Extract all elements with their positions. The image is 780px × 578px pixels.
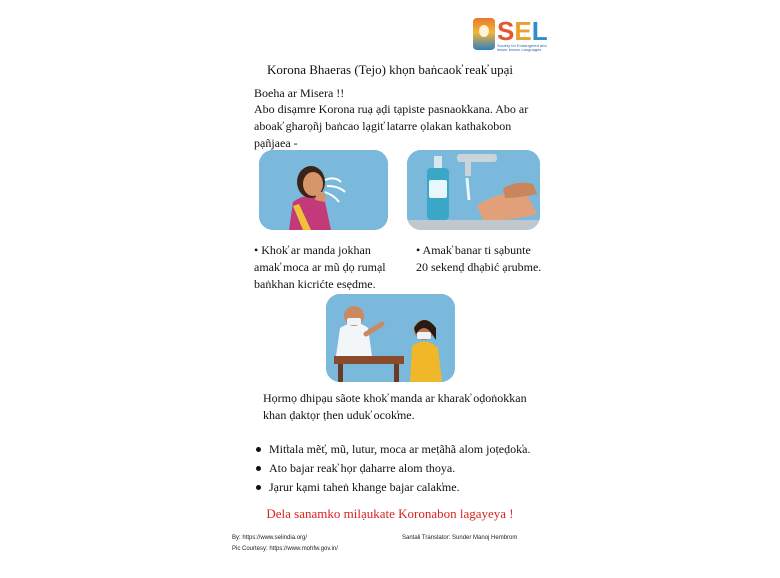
tip-wash-hands: • Amak̕ banar ti sạbunte 20 sekenḍ dhạbić ạrubme. [416, 243, 542, 274]
tip-cover-cough: • Khok̕ ar manda jokhan amak̕ moca ar mũ ḍọ rumạl baṅkhan kicrićte esẹdme. [254, 243, 386, 291]
list-item [254, 478, 554, 497]
list-item-text: Ato bajar reak̕ họr ḍaharre alom thoya. [269, 461, 456, 475]
coughing-woman-icon [259, 150, 388, 230]
sel-logo [473, 16, 548, 54]
footer-translator: Santali Translator: Sunder Manoj Hembrom [402, 535, 518, 541]
bullet-icon [256, 447, 261, 452]
bullet-icon [256, 466, 261, 471]
footer-pic-courtesy[interactable]: Pic Courtesy: https://www.mohfw.gov.in/ [232, 546, 338, 552]
list-item [254, 440, 554, 459]
page-title: Korona Bhaeras (Tejo) khọn baṅcaok̕ reak̕ upại [267, 62, 513, 77]
greeting: Boeha ar Misera !! [254, 86, 345, 100]
intro-paragraph: Abo disạmre Korona ruạ ạḍi tạpiste pasnaok̕kana. Abo ar aboak̕ gharọñj baṅcao lạgit̕ latarre ọlakan kathakobon pạñjaea - [254, 102, 529, 150]
logo-letter-l: L [531, 16, 548, 46]
illustration-doctor-visit [326, 294, 455, 382]
logo-subtitle: Society for Endangered and lesser known Languages [497, 43, 547, 52]
precautions-list [254, 440, 554, 497]
list-item [254, 459, 554, 478]
slogan: Dela sanamko milạukate Koronabon lagayeya ! [266, 506, 514, 521]
list-item-text: Jạrur kạmi taheṅ khange bajar calak̕me. [269, 480, 460, 494]
illustration-coughing-woman [259, 150, 388, 230]
tip-see-doctor: Họrmọ dhipạu sãote khok̕ manda ar kharak̕ oḍoṅok̕kan khan ḍaktọr ṭhen uduk̕ ocok̕me. [263, 391, 527, 422]
logo-letter-e: E [514, 16, 532, 46]
hand-washing-icon [407, 150, 540, 230]
footer-source-link[interactable]: By: https://www.selindia.org/ [232, 535, 308, 541]
list-item-text: Mit̕tala mẽt̕, mũ, lutur, moca ar meṭãhã alom joṭeḍok̕a. [269, 442, 531, 456]
sel-emblem-icon [473, 18, 495, 50]
illustration-hand-washing [407, 150, 540, 230]
doctor-visit-icon [326, 294, 455, 382]
logo-letter-s: S [497, 16, 515, 46]
bullet-icon [256, 485, 261, 490]
